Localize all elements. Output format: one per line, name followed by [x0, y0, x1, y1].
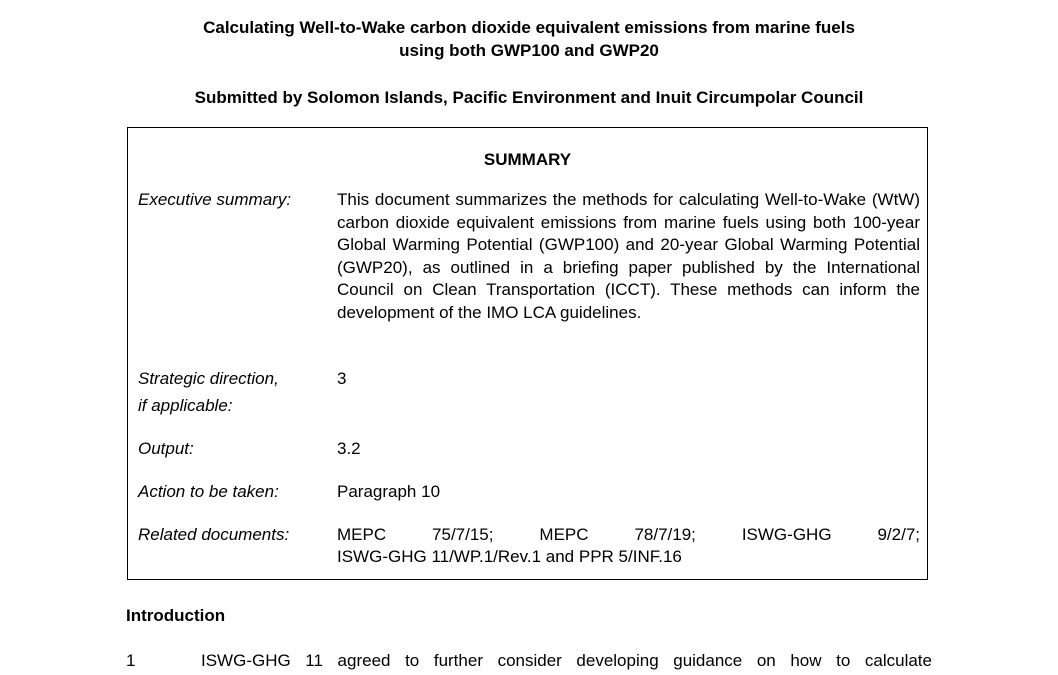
- strategic-direction-label-line-2: if applicable:: [138, 396, 233, 415]
- executive-summary-text: This document summarizes the methods for calculating Well-to-Wake (WtW) carbon dioxide equivalent emissions from marine fuels using both 100-year Global Warming Potential (GWP100) and 20-year Global Warming Potential (GWP20), as outlined in a briefing paper published by the International Council on Clean Transportation (ICCT). These methods can inform the development of the IMO LCA guidelines.: [337, 190, 920, 322]
- related-documents-label: Related documents:: [138, 525, 290, 544]
- document-title-line-2: using both GWP100 and GWP20: [399, 41, 659, 60]
- action-label: Action to be taken:: [138, 482, 279, 501]
- submitted-by: Submitted by Solomon Islands, Pacific Environment and Inuit Circumpolar Council: [194, 88, 864, 107]
- document-title-line-1: Calculating Well-to-Wake carbon dioxide equivalent emissions from marine fuels: [203, 18, 855, 37]
- output-label: Output:: [138, 439, 194, 458]
- strategic-direction-value: 3: [337, 369, 347, 388]
- paragraph-text: ISWG-GHG 11 agreed to further consider developing guidance on how to calculate: [201, 651, 932, 670]
- paragraph-number: 1: [126, 651, 136, 670]
- related-documents-line-2: ISWG-GHG 11/WP.1/Rev.1 and PPR 5/INF.16: [337, 547, 682, 566]
- output-value: 3.2: [337, 439, 361, 458]
- action-value: Paragraph 10: [337, 482, 441, 501]
- summary-heading: SUMMARY: [483, 150, 572, 169]
- strategic-direction-label-line-1: Strategic direction,: [138, 369, 279, 388]
- executive-summary-label: Executive summary:: [138, 190, 292, 209]
- related-documents-line-1: MEPC 75/7/15; MEPC 78/7/19; ISWG-GHG 9/2/7;: [337, 525, 920, 544]
- summary-box: [127, 127, 928, 580]
- introduction-heading: Introduction: [126, 606, 226, 625]
